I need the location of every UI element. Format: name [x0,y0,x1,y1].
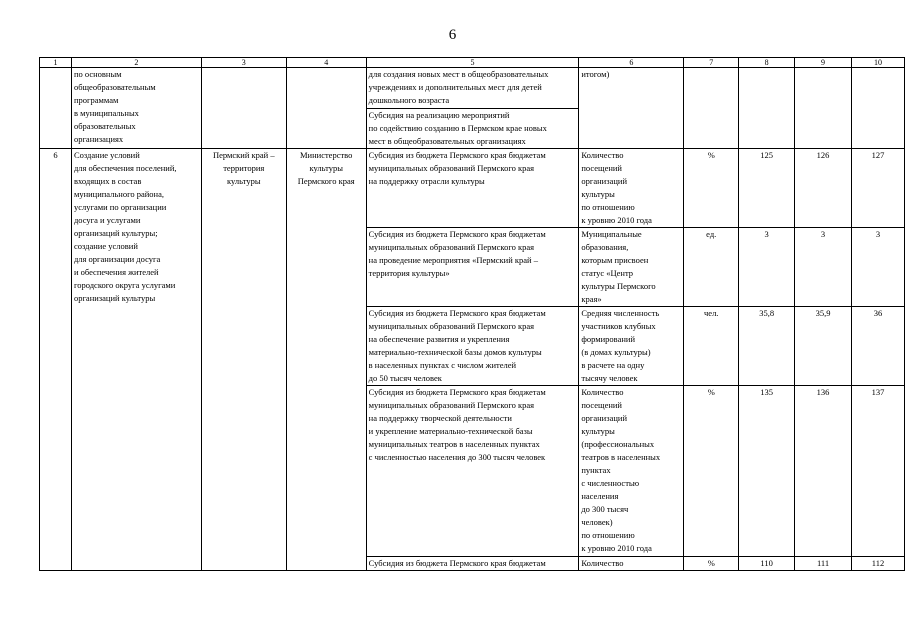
cell-indicator: Количество посещений организаций культуры (профессиональных театров в населенных пунктах с численностью населения до 300 тысяч человек) по отношению к уровню 2010 года [579,386,684,557]
cell-unit: % [684,557,739,571]
col-header-3: 3 [201,58,286,68]
cell-subsidy: Субсидия из бюджета Пермского края бюджетам [366,557,579,571]
cell-program: Пермский край – территория культуры [201,149,286,571]
cell-v8-cont [739,68,795,149]
cell-subsidy: Субсидия из бюджета Пермского края бюджетам муниципальных образований Пермского края на поддержку отрасли культуры [366,149,579,228]
cell-unit-cont [684,68,739,149]
col-header-7: 7 [684,58,739,68]
cell-goal: Создание условий для обеспечения поселений, входящих в состав муниципального района, услугами по организации досуга и услугами организаций культуры; создание условий для организации досуга и обеспечения жителей городского округа услугами организаций культуры [71,149,201,571]
cell-value-8: 125 [739,149,795,228]
col-header-4: 4 [286,58,366,68]
cell-value-10: 36 [852,307,905,386]
cell-subsidy-cont-2: Субсидия на реализацию мероприятий по содействию созданию в Пермском крае новых мест в общеобразовательных организациях [366,109,579,149]
col-header-1: 1 [40,58,72,68]
cell-value-9: 111 [795,557,852,571]
cell-indicator: Средняя численность участников клубных формирований (в домах культуры) в расчете на одну тысячу человек [579,307,684,386]
cell-indicator: Количество посещений организаций культуры по отношению к уровню 2010 года [579,149,684,228]
cell-value-8: 110 [739,557,795,571]
cell-subsidy: Субсидия из бюджета Пермского края бюджетам муниципальных образований Пермского края на поддержку творческой деятельности и укрепление материально-технической базы муниципальных театров в населенных пунктах с численностью населения до 300 тысяч человек [366,386,579,557]
cell-unit: % [684,149,739,228]
cell-row-number: 6 [40,149,72,571]
cell-indicator-cont: итогом) [579,68,684,149]
cell-num [40,68,72,149]
col-header-9: 9 [795,58,852,68]
col-header-5: 5 [366,58,579,68]
col-header-2: 2 [71,58,201,68]
cell-value-8: 135 [739,386,795,557]
cell-v10-cont [852,68,905,149]
cell-value-9: 3 [795,228,852,307]
cell-unit: ед. [684,228,739,307]
col-header-10: 10 [852,58,905,68]
cell-ministry-cont [286,68,366,149]
cell-subsidy-cont: для создания новых мест в общеобразовательных учреждениях и дополнительных мест для детей дошкольного возраста [366,68,579,109]
cell-unit: % [684,386,739,557]
cell-subsidy: Субсидия из бюджета Пермского края бюджетам муниципальных образований Пермского края на обеспечение развития и укрепления материально-технической базы домов культуры в населенных пунктах с числом жителей до 50 тысяч человек [366,307,579,386]
col-header-6: 6 [579,58,684,68]
budget-table [39,57,905,571]
cell-ministry: Министерство культуры Пермского края [286,149,366,571]
col-header-8: 8 [739,58,795,68]
cell-value-10: 137 [852,386,905,557]
cell-value-10: 112 [852,557,905,571]
cell-v9-cont [795,68,852,149]
cell-value-8: 3 [739,228,795,307]
cell-value-8: 35,8 [739,307,795,386]
cell-unit: чел. [684,307,739,386]
cell-value-9: 35,9 [795,307,852,386]
cell-value-10: 3 [852,228,905,307]
cell-indicator: Муниципальные образования, которым присвоен статус «Центр культуры Пермского края» [579,228,684,307]
cell-value-9: 126 [795,149,852,228]
cell-subsidy: Субсидия из бюджета Пермского края бюджетам муниципальных образований Пермского края на проведение мероприятия «Пермский край – территория культуры» [366,228,579,307]
cell-program-cont [201,68,286,149]
column-number-row [40,58,905,68]
cell-value-10: 127 [852,149,905,228]
table-row-continuation [40,68,905,109]
cell-goal-cont: по основным общеобразовательным программам в муниципальных образовательных организациях [71,68,201,149]
cell-indicator: Количество [579,557,684,571]
cell-value-9: 136 [795,386,852,557]
page-number: 6 [448,27,457,43]
table-row [40,149,905,228]
